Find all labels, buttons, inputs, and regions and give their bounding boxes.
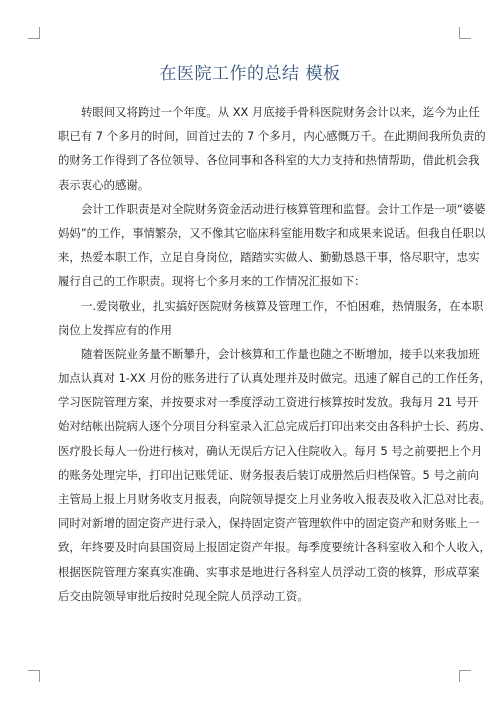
body-line: 来，热爱本职工作，立足自身岗位，踏踏实实做人、勤勤恳恳干事，恪尽职守，忠实 bbox=[58, 250, 480, 265]
body-line: 的账务处理完毕，打印出记账凭证、财务报表后装订成册然后归档保管。5 号之前向 bbox=[58, 467, 479, 482]
body-line: 同时对新增的固定资产进行录入，保持固定资产管理软件中的固定资产和财务账上一 bbox=[58, 516, 480, 531]
body-line: 转眼间又将跨过一个年度。从 XX 月底接手骨科医院财务会计以来，迄今为止任 bbox=[81, 105, 480, 119]
body-line: 表示衷心的感谢。 bbox=[58, 177, 150, 192]
body-line: 履行自己的工作职责。现将七个多月来的工作情况汇报如下： bbox=[58, 274, 366, 289]
body-line: 一.爱岗敬业，扎实搞好医院财务核算及管理工作，不怕困难，热情服务，在本职 bbox=[81, 298, 484, 313]
body-line: 致，年终要及时向县国资局上报固定资产年报。每季度要统计各科室收入和个人收入， bbox=[58, 540, 491, 555]
document-body bbox=[58, 100, 491, 608]
body-line: 主管局上报上月财务收支月报表，向院领导提交上月业务收入报表及收入汇总对比表。 bbox=[58, 492, 491, 506]
body-line: 根据医院管理方案真实准确、实事求是地进行各科室人员浮动工资的核算，形成草案 bbox=[58, 564, 480, 579]
crop-mark-bottom-left bbox=[28, 670, 40, 682]
body-line: 的财务工作得到了各位领导、各位同事和各科室的大力支持和热情帮助，借此机会我 bbox=[58, 153, 480, 168]
body-line: 学习医院管理方案，并按要求对一季度浮动工资进行核算按时发放。我每月 21 号开 bbox=[58, 395, 479, 410]
body-line: 后交由院领导审批后按时兑现全院人员浮动工资。 bbox=[58, 588, 309, 603]
body-line: 妈妈”的工作，事情繁杂，又不像其它临床科室能用数字和成果来说话。但我自任职以 bbox=[58, 225, 486, 240]
body-line: 岗位上发挥应有的作用 bbox=[58, 322, 172, 337]
body-line: 职已有 7 个多月的时间，回首过去的 7 个多月，内心感慨万千。在此期间我所负责的 bbox=[58, 129, 486, 144]
body-line: 加点认真对 1-XX 月份的账务进行了认真处理并及时做完。迅速了解自己的工作任务， bbox=[58, 371, 491, 386]
body-line: 医疗股长每人一份进行核对，确认无误后方记入住院收入。每月 5 号之前要把上个月 bbox=[58, 443, 483, 458]
body-line: 始对结帐出院病人逐个分项目分科室录入汇总完成后打印出来交由各科护士长、药房、 bbox=[58, 419, 491, 434]
crop-mark-bottom-right bbox=[459, 670, 471, 682]
body-line: 随着医院业务量不断攀升，会计核算和工作量也随之不断增加，接手以来我加班 bbox=[81, 346, 480, 361]
crop-mark-top-right bbox=[459, 27, 471, 39]
body-line: 会计工作职责是对全院财务资金活动进行核算管理和监督。会计工作是一项“婆婆 bbox=[81, 201, 486, 216]
crop-mark-top-left bbox=[28, 27, 40, 39]
document-title: 在医院工作的总结 模板 bbox=[159, 64, 341, 84]
